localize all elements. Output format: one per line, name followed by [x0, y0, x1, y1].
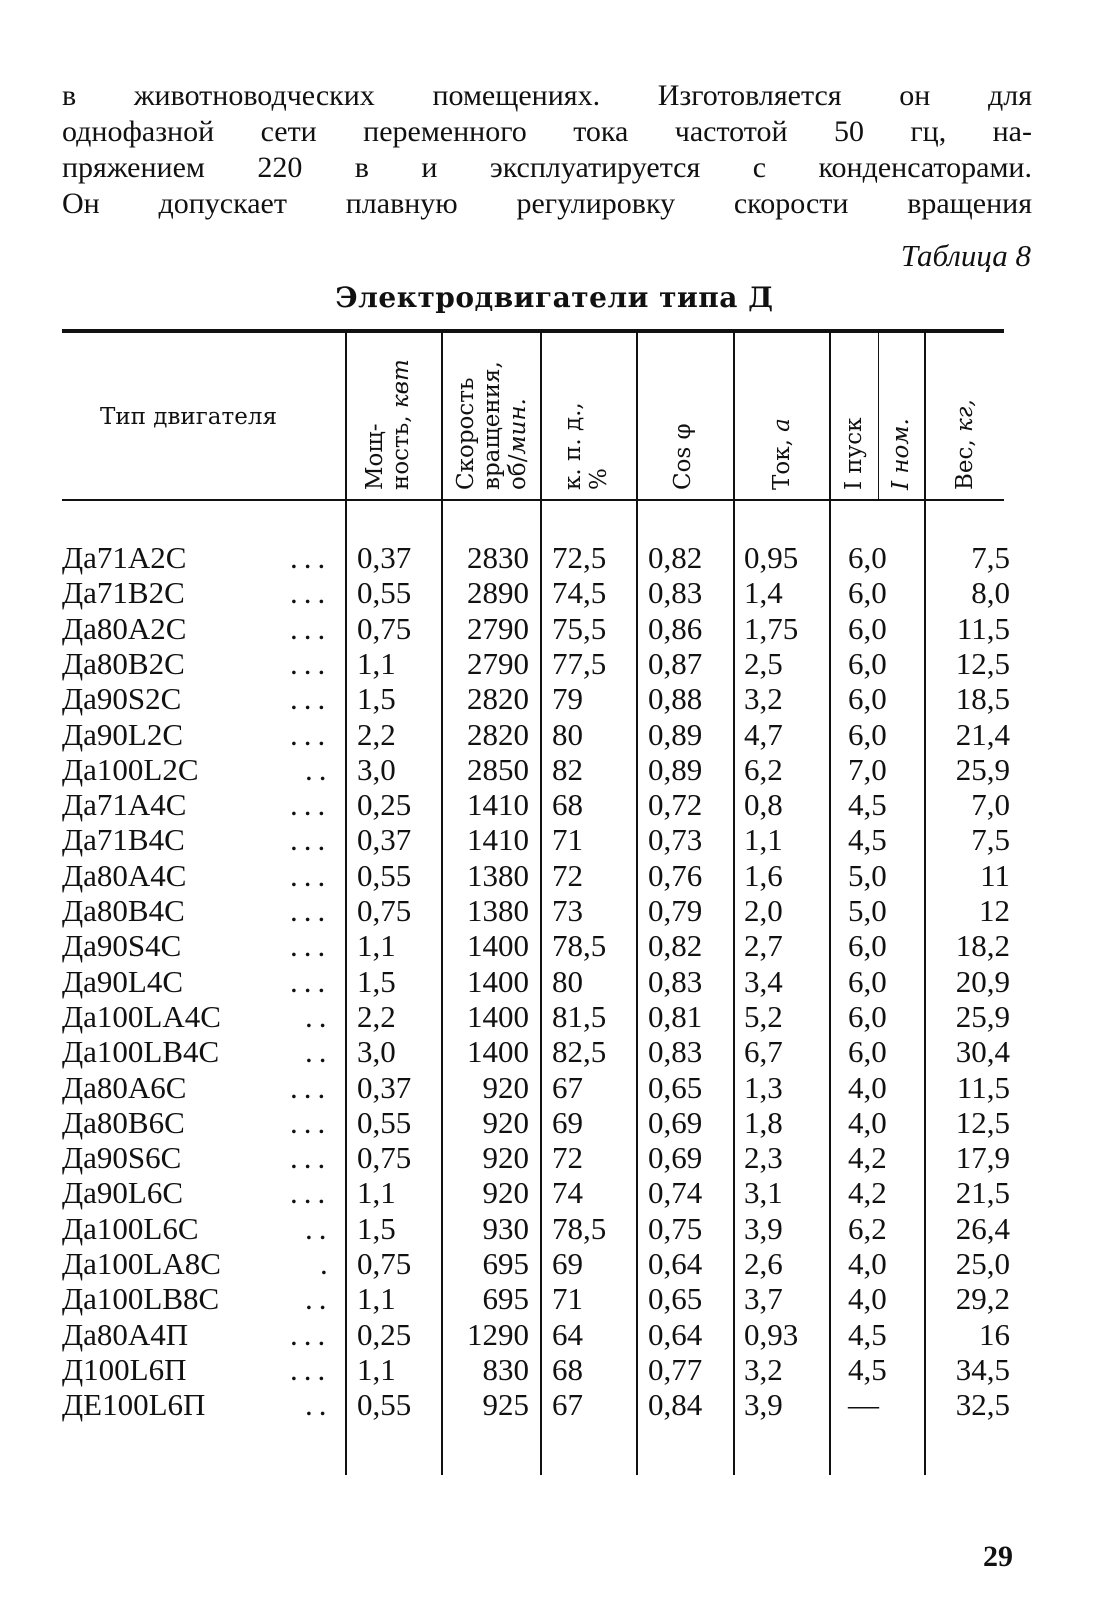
cell-speed: 920 [482, 1104, 529, 1140]
table-row [0, 999, 1109, 1035]
cell-power: 1,5 [357, 1210, 396, 1246]
table-row [0, 1352, 1109, 1388]
cell-leader-dots: .. [305, 998, 333, 1034]
cell-weight: 7,0 [971, 787, 1010, 823]
cell-leader-dots: ... [290, 1069, 332, 1105]
cell-cos: 0,74 [648, 1175, 703, 1211]
cell-power: 0,37 [357, 540, 412, 575]
header-speed [453, 342, 531, 490]
cell-type: Да80В6С [62, 1104, 185, 1140]
cell-efficiency: 69 [552, 1246, 583, 1281]
cell-speed: 1410 [467, 822, 529, 858]
cell-cos: 0,75 [648, 1210, 703, 1246]
cell-weight: 11 [980, 857, 1010, 893]
cell-efficiency: 82 [552, 751, 583, 787]
table-row [0, 611, 1109, 647]
cell-speed: 920 [482, 1069, 529, 1105]
header-efficiency-line1: к. п. д., [560, 402, 586, 490]
cell-type: ДЕ100L6П [62, 1387, 206, 1423]
table-row [0, 681, 1109, 717]
header-ratio-den [888, 342, 914, 490]
cell-leader-dots: ... [290, 1140, 332, 1176]
cell-type: Да100LА4С [62, 998, 221, 1034]
header-efficiency-line2: % [586, 468, 612, 490]
header-type: Тип двигателя [100, 404, 277, 430]
cell-leader-dots: .. [305, 751, 333, 787]
cell-power: 0,37 [357, 822, 412, 858]
cell-cos: 0,65 [648, 1069, 703, 1105]
cell-type: Да100LВ8С [62, 1281, 220, 1317]
cell-power: 1,1 [357, 1351, 396, 1387]
cell-power: 2,2 [357, 716, 396, 752]
cell-type: Да100L2С [62, 751, 199, 787]
cell-power: 0,25 [357, 1316, 412, 1352]
cell-weight: 32,5 [955, 1387, 1010, 1423]
table-row [0, 893, 1109, 929]
cell-current: 2,7 [744, 928, 783, 964]
cell-weight: 16 [979, 1316, 1010, 1352]
header-current-unit: а [769, 418, 795, 432]
table-row [0, 858, 1109, 894]
cell-weight: 12 [979, 893, 1010, 928]
cell-current: 2,6 [744, 1246, 783, 1281]
paragraph-line: в животноводческих помещениях. Изготовляется он для [62, 79, 1032, 112]
table-header-rule [62, 499, 1004, 501]
cell-efficiency: 73 [552, 893, 583, 928]
cell-leader-dots: ... [290, 893, 332, 928]
cell-ratio: 4,5 [848, 787, 887, 823]
header-current-text: Ток, [769, 431, 795, 490]
table-row [0, 1246, 1109, 1282]
cell-efficiency: 79 [552, 681, 583, 717]
cell-cos: 0,88 [648, 681, 703, 717]
cell-power: 1,5 [357, 963, 396, 999]
cell-power: 0,75 [357, 893, 412, 928]
cell-leader-dots: ... [290, 1104, 332, 1140]
cell-efficiency: 67 [552, 1069, 583, 1105]
header-ratio-num-text: I пуск [841, 417, 867, 490]
header-speed-unit: мин. [505, 398, 531, 455]
cell-current: 2,5 [744, 645, 783, 681]
cell-current: 5,2 [744, 998, 783, 1034]
cell-ratio: 6,0 [848, 575, 887, 611]
cell-type: Да90S6С [62, 1140, 182, 1176]
cell-power: 0,25 [357, 787, 412, 823]
cell-leader-dots: .. [305, 1210, 333, 1246]
cell-weight: 26,4 [955, 1210, 1010, 1246]
cell-power: 3,0 [357, 1034, 396, 1070]
cell-ratio: 6,0 [848, 716, 887, 752]
cell-power: 1,5 [357, 681, 396, 717]
cell-current: 3,9 [744, 1387, 783, 1423]
cell-current: 6,7 [744, 1034, 783, 1070]
cell-power: 0,75 [357, 610, 412, 646]
cell-cos: 0,65 [648, 1281, 703, 1317]
cell-weight: 20,9 [955, 963, 1010, 999]
body-paragraph [62, 78, 1032, 222]
cell-type: Да80А2С [62, 610, 187, 646]
header-speed-line3: об/ [505, 454, 531, 490]
cell-weight: 8,0 [971, 575, 1010, 611]
cell-cos: 0,77 [648, 1351, 703, 1387]
cell-ratio: 6,0 [848, 610, 887, 646]
cell-ratio: 6,0 [848, 928, 887, 964]
table-row [0, 1317, 1109, 1353]
cell-weight: 7,5 [971, 822, 1010, 858]
cell-efficiency: 75,5 [552, 610, 607, 646]
cell-current: 0,8 [744, 787, 783, 823]
cell-current: 1,6 [744, 857, 783, 893]
cell-power: 1,1 [357, 645, 396, 681]
cell-power: 0,75 [357, 1246, 412, 1281]
cell-speed: 1400 [467, 998, 529, 1034]
table-row [0, 1034, 1109, 1070]
cell-efficiency: 81,5 [552, 998, 607, 1034]
table-row [0, 928, 1109, 964]
cell-weight: 25,9 [955, 751, 1010, 787]
cell-leader-dots: ... [290, 787, 332, 823]
cell-cos: 0,83 [648, 1034, 703, 1070]
table-label: Таблица 8 [900, 238, 1031, 273]
cell-type: Да90L2С [62, 716, 184, 752]
table-row [0, 1175, 1109, 1211]
table-row [0, 1070, 1109, 1106]
cell-current: 1,75 [744, 610, 799, 646]
ratio-divider [878, 333, 879, 499]
cell-power: 1,1 [357, 1175, 396, 1211]
cell-leader-dots: ... [290, 963, 332, 999]
cell-type: Да80В2С [62, 645, 185, 681]
header-speed-line2: вращения, [479, 361, 505, 490]
cell-current: 3,2 [744, 1351, 783, 1387]
cell-type: Да90S4С [62, 928, 182, 964]
cell-power: 0,55 [357, 1104, 412, 1140]
cell-current: 3,7 [744, 1281, 783, 1317]
cell-cos: 0,73 [648, 822, 703, 858]
cell-efficiency: 78,5 [552, 928, 607, 964]
cell-cos: 0,69 [648, 1104, 703, 1140]
header-cos [670, 342, 696, 490]
cell-efficiency: 71 [552, 1281, 583, 1317]
cell-leader-dots: .. [305, 1034, 333, 1070]
table-title: Электродвигатели типа Д [335, 281, 774, 314]
cell-type: Да71В4С [62, 822, 185, 858]
cell-current: 3,9 [744, 1210, 783, 1246]
cell-ratio: 6,0 [848, 540, 887, 575]
cell-type: Да100LА8С [62, 1246, 221, 1281]
cell-cos: 0,84 [648, 1387, 703, 1423]
cell-cos: 0,76 [648, 857, 703, 893]
cell-weight: 11,5 [956, 1069, 1010, 1105]
cell-cos: 0,86 [648, 610, 703, 646]
cell-type: Да71А2С [62, 540, 187, 575]
cell-power: 0,55 [357, 857, 412, 893]
cell-speed: 830 [482, 1351, 529, 1387]
cell-power: 0,37 [357, 1069, 412, 1105]
cell-efficiency: 72 [552, 857, 583, 893]
cell-type: Да80В4С [62, 893, 185, 928]
cell-cos: 0,87 [648, 645, 703, 681]
header-power [362, 342, 414, 490]
cell-power: 0,75 [357, 1140, 412, 1176]
cell-leader-dots: ... [290, 857, 332, 893]
cell-ratio: 4,2 [848, 1175, 887, 1211]
table-row [0, 964, 1109, 1000]
cell-leader-dots: ... [290, 645, 332, 681]
cell-speed: 695 [482, 1246, 529, 1281]
table-row [0, 1140, 1109, 1176]
cell-leader-dots: . [320, 1246, 334, 1281]
cell-efficiency: 80 [552, 963, 583, 999]
cell-ratio: 6,0 [848, 998, 887, 1034]
cell-cos: 0,72 [648, 787, 703, 823]
cell-current: 1,1 [744, 822, 783, 858]
paragraph-line: Он допускает плавную регулировку скорости вращения [62, 187, 1032, 220]
cell-type: Да90L4С [62, 963, 184, 999]
cell-ratio: 4,5 [848, 822, 887, 858]
cell-ratio: 4,0 [848, 1246, 887, 1281]
table-top-rule [62, 329, 1004, 333]
cell-weight: 29,2 [955, 1281, 1010, 1317]
cell-type: Д100L6П [62, 1351, 187, 1387]
cell-cos: 0,64 [648, 1246, 703, 1281]
cell-leader-dots: ... [290, 1351, 332, 1387]
cell-weight: 12,5 [955, 645, 1010, 681]
cell-ratio: 4,5 [848, 1316, 887, 1352]
cell-speed: 2890 [467, 575, 529, 611]
cell-weight: 11,5 [956, 610, 1010, 646]
table-row [0, 717, 1109, 753]
cell-leader-dots: .. [305, 1387, 333, 1423]
cell-power: 2,2 [357, 998, 396, 1034]
cell-efficiency: 82,5 [552, 1034, 607, 1070]
cell-power: 1,1 [357, 1281, 396, 1317]
cell-ratio: — [848, 1387, 879, 1423]
cell-current: 3,2 [744, 681, 783, 717]
cell-type: Да100L6С [62, 1210, 199, 1246]
header-efficiency [560, 342, 612, 490]
cell-speed: 1380 [467, 857, 529, 893]
cell-weight: 12,5 [955, 1104, 1010, 1140]
cell-type: Да80А4С [62, 857, 187, 893]
table-row [0, 1211, 1109, 1247]
header-power-line2: ность, [388, 408, 414, 490]
cell-efficiency: 71 [552, 822, 583, 858]
cell-current: 6,2 [744, 751, 783, 787]
table-row [0, 575, 1109, 611]
cell-ratio: 7,0 [848, 751, 887, 787]
cell-type: Да90S2С [62, 681, 182, 717]
cell-ratio: 6,0 [848, 645, 887, 681]
cell-current: 1,8 [744, 1104, 783, 1140]
table-row [0, 540, 1109, 576]
cell-speed: 920 [482, 1140, 529, 1176]
cell-weight: 25,9 [955, 998, 1010, 1034]
cell-cos: 0,82 [648, 928, 703, 964]
cell-speed: 1400 [467, 963, 529, 999]
cell-leader-dots: ... [290, 928, 332, 964]
cell-cos: 0,89 [648, 716, 703, 752]
cell-current: 1,4 [744, 575, 783, 611]
cell-leader-dots: ... [290, 575, 332, 611]
cell-ratio: 4,0 [848, 1069, 887, 1105]
cell-cos: 0,83 [648, 575, 703, 611]
cell-speed: 2790 [467, 645, 529, 681]
cell-type: Да80А6С [62, 1069, 187, 1105]
cell-speed: 2820 [467, 681, 529, 717]
cell-weight: 18,2 [955, 928, 1010, 964]
cell-speed: 2830 [467, 540, 529, 575]
cell-current: 3,4 [744, 963, 783, 999]
cell-efficiency: 78,5 [552, 1210, 607, 1246]
cell-current: 4,7 [744, 716, 783, 752]
cell-current: 0,93 [744, 1316, 799, 1352]
cell-efficiency: 67 [552, 1387, 583, 1423]
cell-cos: 0,64 [648, 1316, 703, 1352]
paragraph-line: однофазной сети переменного тока частотой 50 гц, на- [62, 115, 1032, 148]
cell-type: Да80А4П [62, 1316, 189, 1352]
header-ratio-den-text: I ном. [888, 418, 914, 490]
table-row [0, 646, 1109, 682]
cell-ratio: 6,0 [848, 681, 887, 717]
cell-speed: 1400 [467, 928, 529, 964]
header-ratio-num [841, 342, 867, 490]
header-cos-text: Cos φ [670, 423, 696, 490]
cell-efficiency: 72,5 [552, 540, 607, 575]
cell-power: 3,0 [357, 751, 396, 787]
cell-efficiency: 72 [552, 1140, 583, 1176]
cell-cos: 0,89 [648, 751, 703, 787]
cell-leader-dots: ... [290, 716, 332, 752]
header-power-line1: Мощ- [362, 423, 388, 490]
cell-power: 0,55 [357, 575, 412, 611]
paragraph-line: пряжением 220 в и эксплуатируется с конденсаторами. [62, 151, 1032, 184]
cell-power: 1,1 [357, 928, 396, 964]
cell-cos: 0,69 [648, 1140, 703, 1176]
table-row [0, 752, 1109, 788]
cell-speed: 1410 [467, 787, 529, 823]
cell-ratio: 6,0 [848, 1034, 887, 1070]
cell-speed: 2820 [467, 716, 529, 752]
cell-speed: 930 [482, 1210, 529, 1246]
cell-current: 2,3 [744, 1140, 783, 1176]
cell-efficiency: 68 [552, 787, 583, 823]
cell-cos: 0,82 [648, 540, 703, 575]
cell-current: 3,1 [744, 1175, 783, 1211]
cell-efficiency: 77,5 [552, 645, 607, 681]
cell-speed: 2790 [467, 610, 529, 646]
cell-speed: 695 [482, 1281, 529, 1317]
cell-ratio: 4,2 [848, 1140, 887, 1176]
cell-efficiency: 74 [552, 1175, 583, 1211]
cell-cos: 0,79 [648, 893, 703, 928]
table-row [0, 787, 1109, 823]
cell-weight: 7,5 [971, 540, 1010, 575]
table-row [0, 1105, 1109, 1141]
cell-leader-dots: ... [290, 681, 332, 717]
cell-weight: 21,5 [955, 1175, 1010, 1211]
cell-weight: 34,5 [955, 1351, 1010, 1387]
cell-speed: 1380 [467, 893, 529, 928]
cell-cos: 0,83 [648, 963, 703, 999]
table-row [0, 1281, 1109, 1317]
cell-efficiency: 64 [552, 1316, 583, 1352]
cell-efficiency: 68 [552, 1351, 583, 1387]
cell-efficiency: 74,5 [552, 575, 607, 611]
cell-type: Да100LВ4С [62, 1034, 220, 1070]
header-current [769, 342, 795, 490]
cell-type: Да90L6С [62, 1175, 184, 1211]
cell-speed: 1290 [467, 1316, 529, 1352]
cell-leader-dots: ... [290, 610, 332, 646]
cell-power: 0,55 [357, 1387, 412, 1423]
table-row [0, 1387, 1109, 1423]
header-power-unit: квт [388, 359, 414, 409]
cell-weight: 18,5 [955, 681, 1010, 717]
cell-ratio: 4,5 [848, 1351, 887, 1387]
cell-leader-dots: ... [290, 822, 332, 858]
cell-ratio: 4,0 [848, 1104, 887, 1140]
cell-speed: 920 [482, 1175, 529, 1211]
cell-efficiency: 80 [552, 716, 583, 752]
header-weight [952, 342, 978, 490]
cell-speed: 1400 [467, 1034, 529, 1070]
cell-leader-dots: ... [290, 1316, 332, 1352]
cell-ratio: 5,0 [848, 857, 887, 893]
cell-type: Да71А4С [62, 787, 187, 823]
cell-weight: 17,9 [955, 1140, 1010, 1176]
cell-leader-dots: .. [305, 1281, 333, 1317]
cell-weight: 25,0 [955, 1246, 1010, 1281]
cell-weight: 21,4 [955, 716, 1010, 752]
cell-current: 0,95 [744, 540, 799, 575]
cell-speed: 925 [482, 1387, 529, 1423]
cell-ratio: 5,0 [848, 893, 887, 928]
header-weight-text: Вес, [952, 431, 978, 490]
cell-type: Да71В2С [62, 575, 185, 611]
cell-ratio: 6,0 [848, 963, 887, 999]
cell-leader-dots: ... [290, 540, 332, 575]
page-number: 29 [983, 1540, 1013, 1573]
cell-ratio: 4,0 [848, 1281, 887, 1317]
header-speed-line1: Скорость [453, 377, 479, 490]
cell-ratio: 6,2 [848, 1210, 887, 1246]
cell-cos: 0,81 [648, 998, 703, 1034]
cell-current: 2,0 [744, 893, 783, 928]
cell-speed: 2850 [467, 751, 529, 787]
cell-efficiency: 69 [552, 1104, 583, 1140]
table-row [0, 822, 1109, 858]
cell-leader-dots: ... [290, 1175, 332, 1211]
header-weight-unit: кг, [952, 399, 978, 432]
cell-weight: 30,4 [955, 1034, 1010, 1070]
cell-current: 1,3 [744, 1069, 783, 1105]
